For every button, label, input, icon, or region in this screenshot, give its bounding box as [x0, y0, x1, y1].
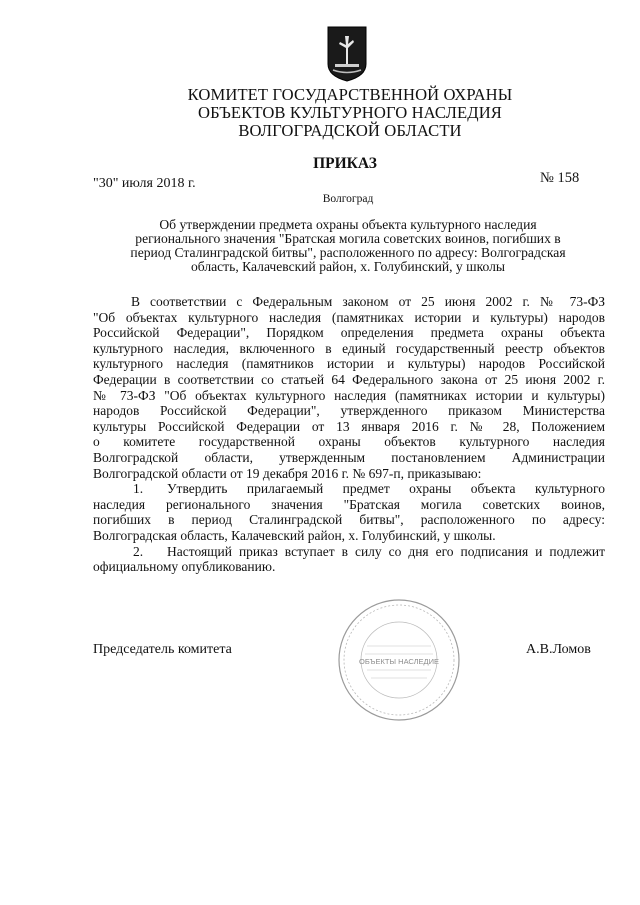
- order-body: [93, 294, 605, 575]
- item-text: Настоящий приказ вступает в силу со дня его подписания и подлежит: [167, 543, 605, 559]
- preamble-line: культурного наследия (памятников истории и культуры) народов Российской: [93, 356, 605, 372]
- committee-line: ОБЪЕКТОВ КУЛЬТУРНОГО НАСЛЕДИЯ: [198, 103, 502, 122]
- item-line: Волгоградская область, Калачевский район, х. Голубинский, у школы.: [93, 527, 496, 543]
- order-item-1: [93, 481, 605, 497]
- preamble-line: В соответствии с Федеральным законом от 25 июня 2002 г. № 73-ФЗ: [131, 294, 605, 309]
- preamble-line: № 73-ФЗ "Об объектах культурного наследия (памятниках истории и культуры): [93, 387, 605, 403]
- subject-line: регионального значения "Братская могила советских воинов, погибших в: [135, 231, 561, 246]
- preamble-line: Федерации в соответствии со статьей 64 Федерального закона от 25 июня 2002 г.: [93, 371, 605, 387]
- preamble-line: культурного наследия, включенного в единый государственный реестр объектов: [93, 340, 605, 356]
- preamble-line: о комитете государственной охраны объектов культурного наследия: [93, 434, 605, 450]
- subject-line: Об утверждении предмета охраны объекта культурного наследия: [159, 217, 537, 232]
- item-line: погибших в период Сталинградской битвы", расположенного по адресу:: [93, 512, 605, 528]
- preamble-line: культуры Российской Федерации от 13 января 2016 г. № 28, Положением: [93, 418, 605, 434]
- preamble-line: Российской Федерации", Порядком определения предмета охраны объекта: [93, 325, 605, 341]
- preamble-line: Волгоградской области, утвержденным постановлением Администрации: [93, 449, 605, 465]
- order-item-2: [93, 544, 605, 560]
- item-text: Утвердить прилагаемый предмет охраны объекта культурного: [167, 481, 605, 497]
- order-city: Волгоград: [322, 193, 374, 205]
- preamble-line: "Об объектах культурного наследия (памятниках истории и культуры) народов: [93, 309, 605, 325]
- order-title: ПРИКАЗ: [313, 155, 377, 172]
- volgograd-emblem-icon: [327, 26, 367, 82]
- preamble-line: народов Российской Федерации", утвержденного приказом Министерства: [93, 403, 605, 419]
- official-seal: [337, 598, 461, 722]
- signature-title: Председатель комитета: [93, 642, 232, 657]
- subject-line: период Сталинградской битвы", расположенного по адресу: Волгоградская: [130, 245, 566, 260]
- committee-line: ВОЛГОГРАДСКОЙ ОБЛАСТИ: [238, 121, 462, 140]
- committee-name: [120, 86, 580, 140]
- order-number: № 158: [540, 170, 580, 186]
- committee-line: КОМИТЕТ ГОСУДАРСТВЕННОЙ ОХРАНЫ: [187, 85, 513, 104]
- signature-name: А.В.Ломов: [526, 642, 591, 657]
- preamble-line: Волгоградской области от 19 декабря 2016 г. № 697-п, приказываю:: [93, 465, 482, 481]
- item-number: 1.: [133, 481, 144, 497]
- item-number: 2.: [133, 543, 144, 559]
- order-date: "30" июля 2018 г.: [93, 176, 196, 191]
- item-line: официальному опубликованию.: [93, 559, 276, 575]
- item-line: наследия регионального значения "Братская могила советских воинов,: [93, 496, 605, 512]
- seal-text: ОБЪЕКТЫ НАСЛЕДИЕ: [359, 657, 439, 666]
- subject-line: область, Калачевский район, х. Голубинский, у школы: [190, 259, 506, 274]
- order-subject: [96, 218, 600, 274]
